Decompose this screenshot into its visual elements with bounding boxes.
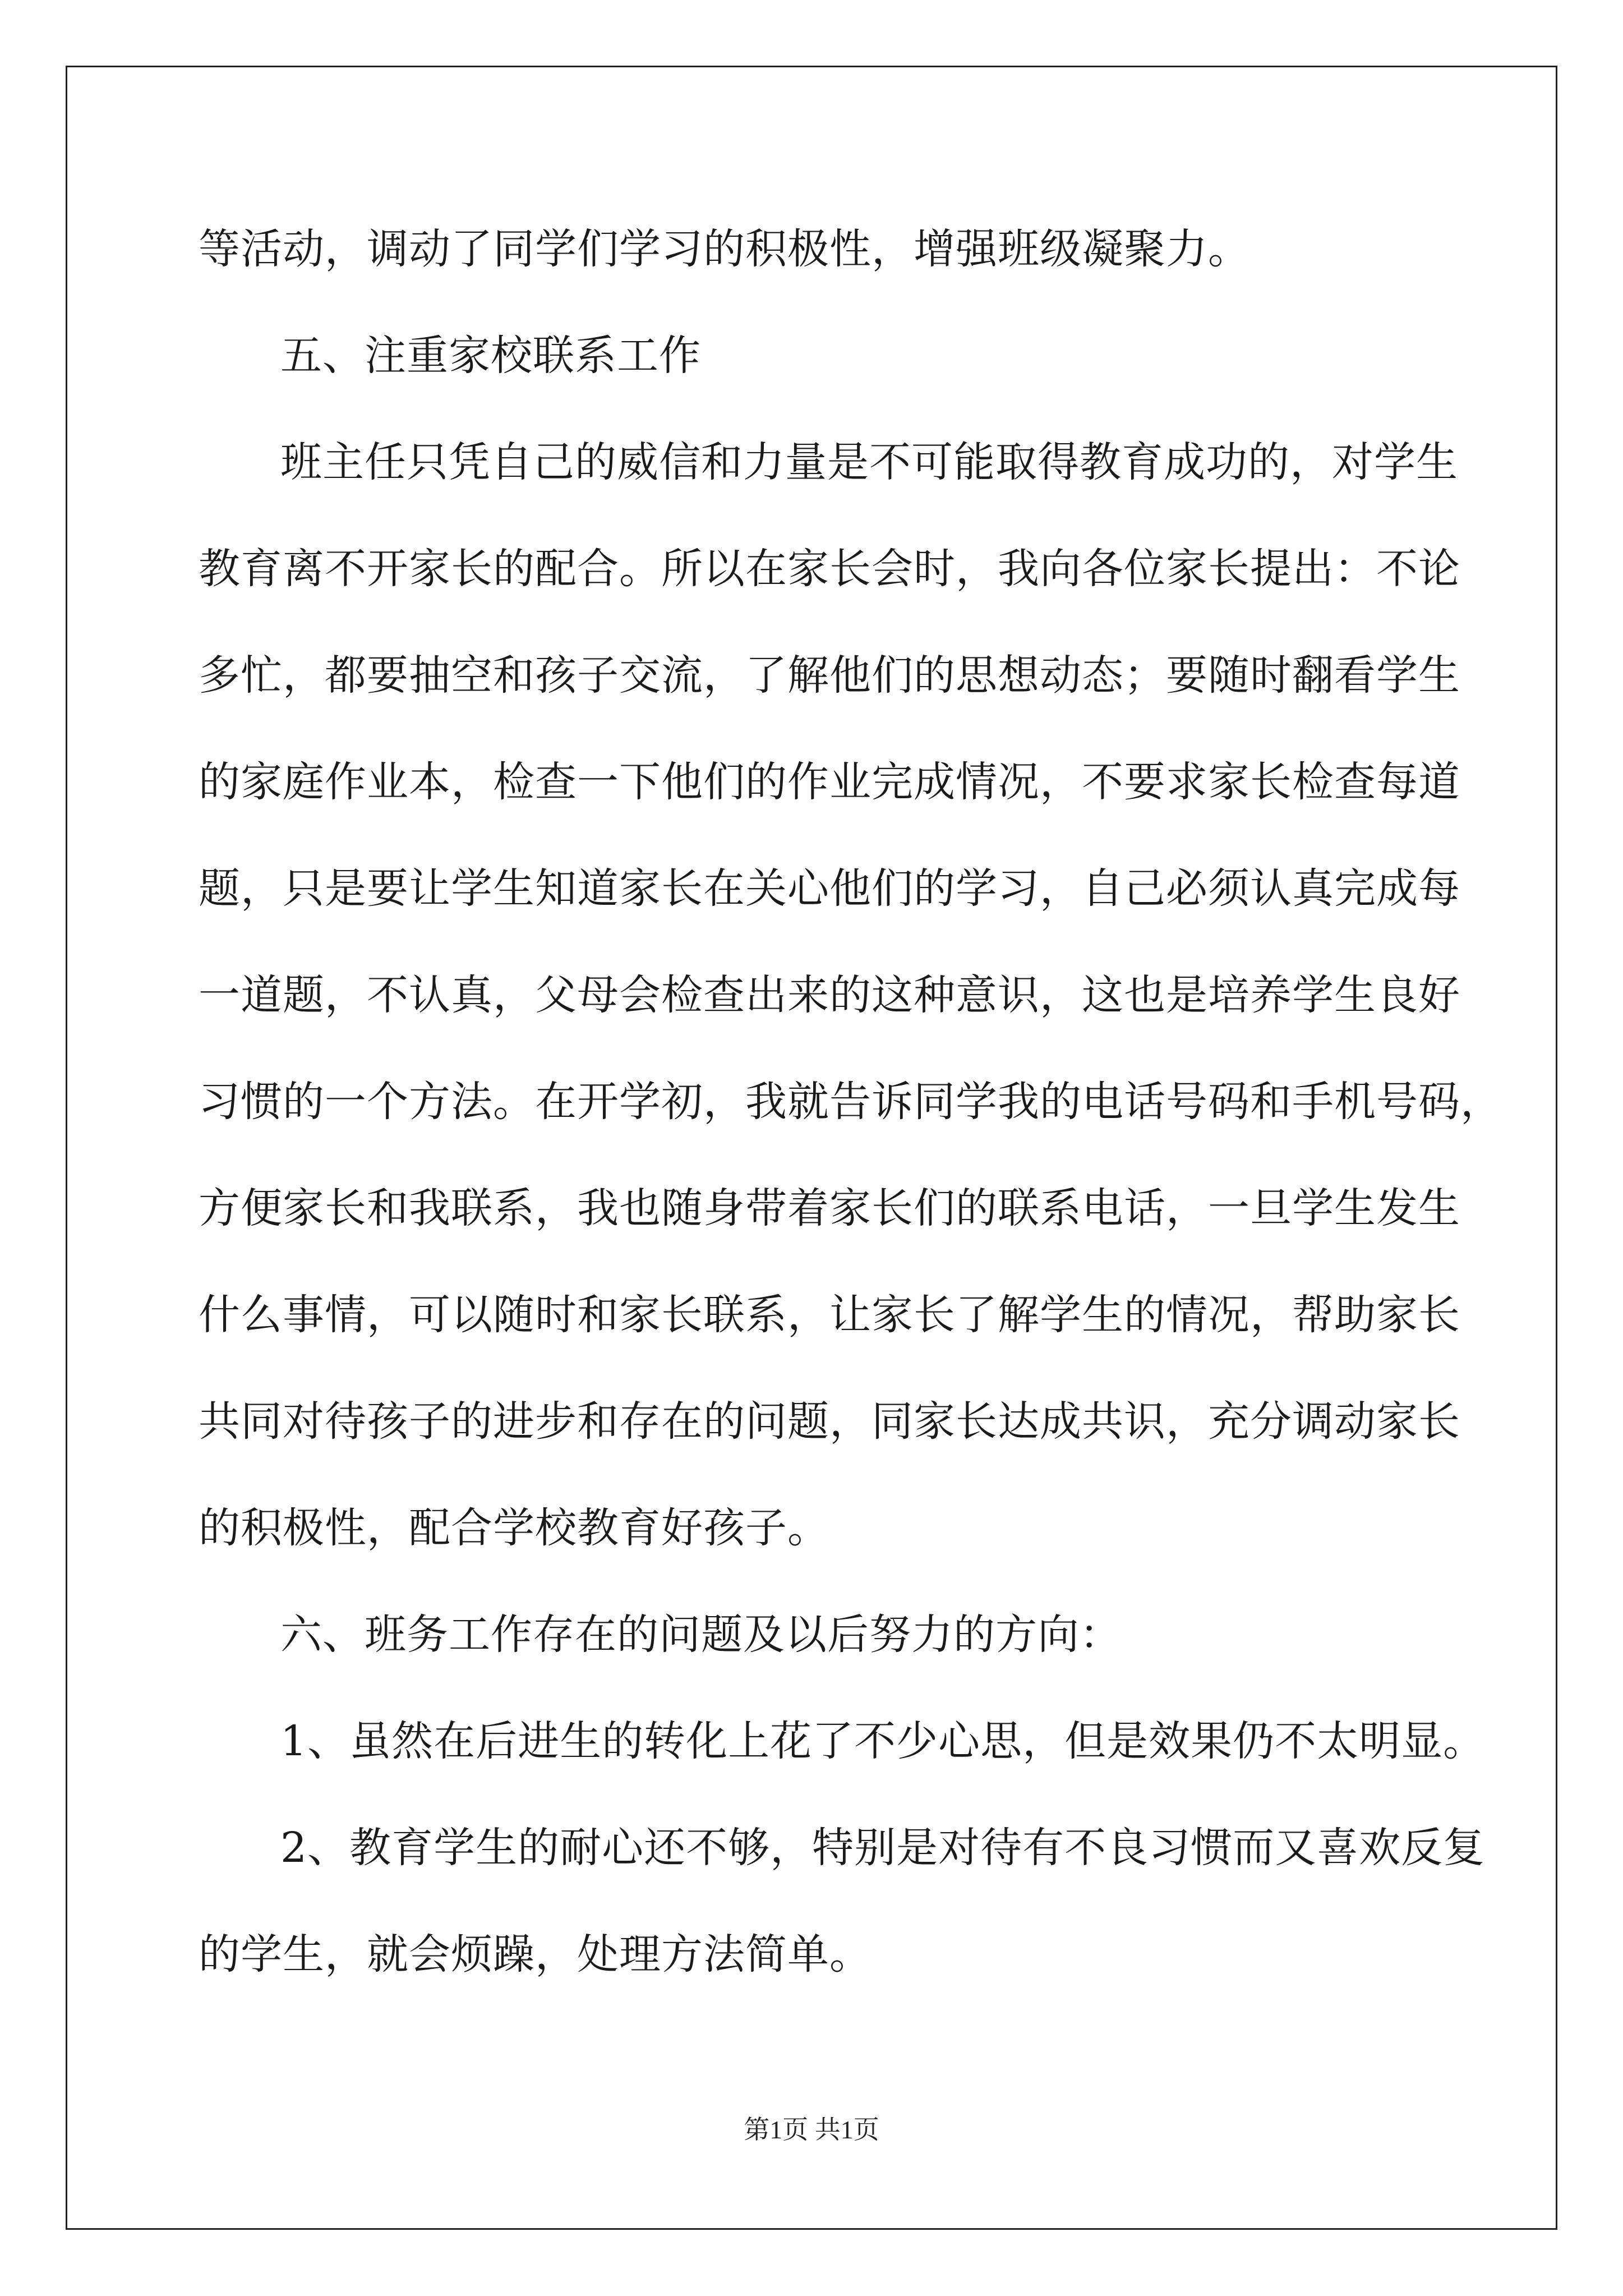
text-line-13: 的积极性，配合学校教育好孩子。 xyxy=(199,1504,829,1552)
section-heading-5: 五、注重家校联系工作 xyxy=(280,332,701,380)
text-line-5: 多忙，都要抽空和孩子交流，了解他们的思想动态；要随时翻看学生 xyxy=(199,651,1460,700)
text-line-3: 班主任只凭自己的威信和力量是不可能取得教育成功的，对学生 xyxy=(280,438,1458,486)
text-line-7: 题，只是要让学生知道家长在关心他们的学习，自己必须认真完成每 xyxy=(199,864,1460,913)
text-line-6: 的家庭作业本，检查一下他们的作业完成情况，不要求家长检查每道 xyxy=(199,758,1460,806)
text-line-12: 共同对待孩子的进步和存在的问题，同家长达成共识，充分调动家长 xyxy=(199,1397,1460,1446)
text-line-4: 教育离不开家长的配合。所以在家长会时，我向各位家长提出：不论 xyxy=(199,545,1460,593)
page-footer: 第1页 共1页 xyxy=(744,2115,879,2144)
text-line-1: 等活动，调动了同学们学习的积极性，增强班级凝聚力。 xyxy=(199,225,1250,273)
section-heading-6: 六、班务工作存在的问题及以后努力的方向： xyxy=(280,1611,1122,1659)
text-line-11: 什么事情，可以随时和家长联系，让家长了解学生的情况，帮助家长 xyxy=(199,1291,1460,1339)
text-line-10: 方便家长和我联系，我也随身带着家长们的联系电话，一旦学生发生 xyxy=(199,1184,1460,1232)
page-border xyxy=(66,66,1557,2230)
list-item-2-continued: 的学生，就会烦躁，处理方法简单。 xyxy=(199,1930,872,1978)
text-line-9: 习惯的一个方法。在开学初，我就告诉同学我的电话号码和手机号码， xyxy=(199,1078,1502,1126)
list-item-1: 1、虽然在后进生的转化上花了不少心思，但是效果仍不太明显。 xyxy=(280,1717,1486,1765)
text-line-8: 一道题，不认真，父母会检查出来的这种意识，这也是培养学生良好 xyxy=(199,971,1460,1019)
list-item-2: 2、教育学生的耐心还不够，特别是对待有不良习惯而又喜欢反复 xyxy=(280,1824,1486,1872)
